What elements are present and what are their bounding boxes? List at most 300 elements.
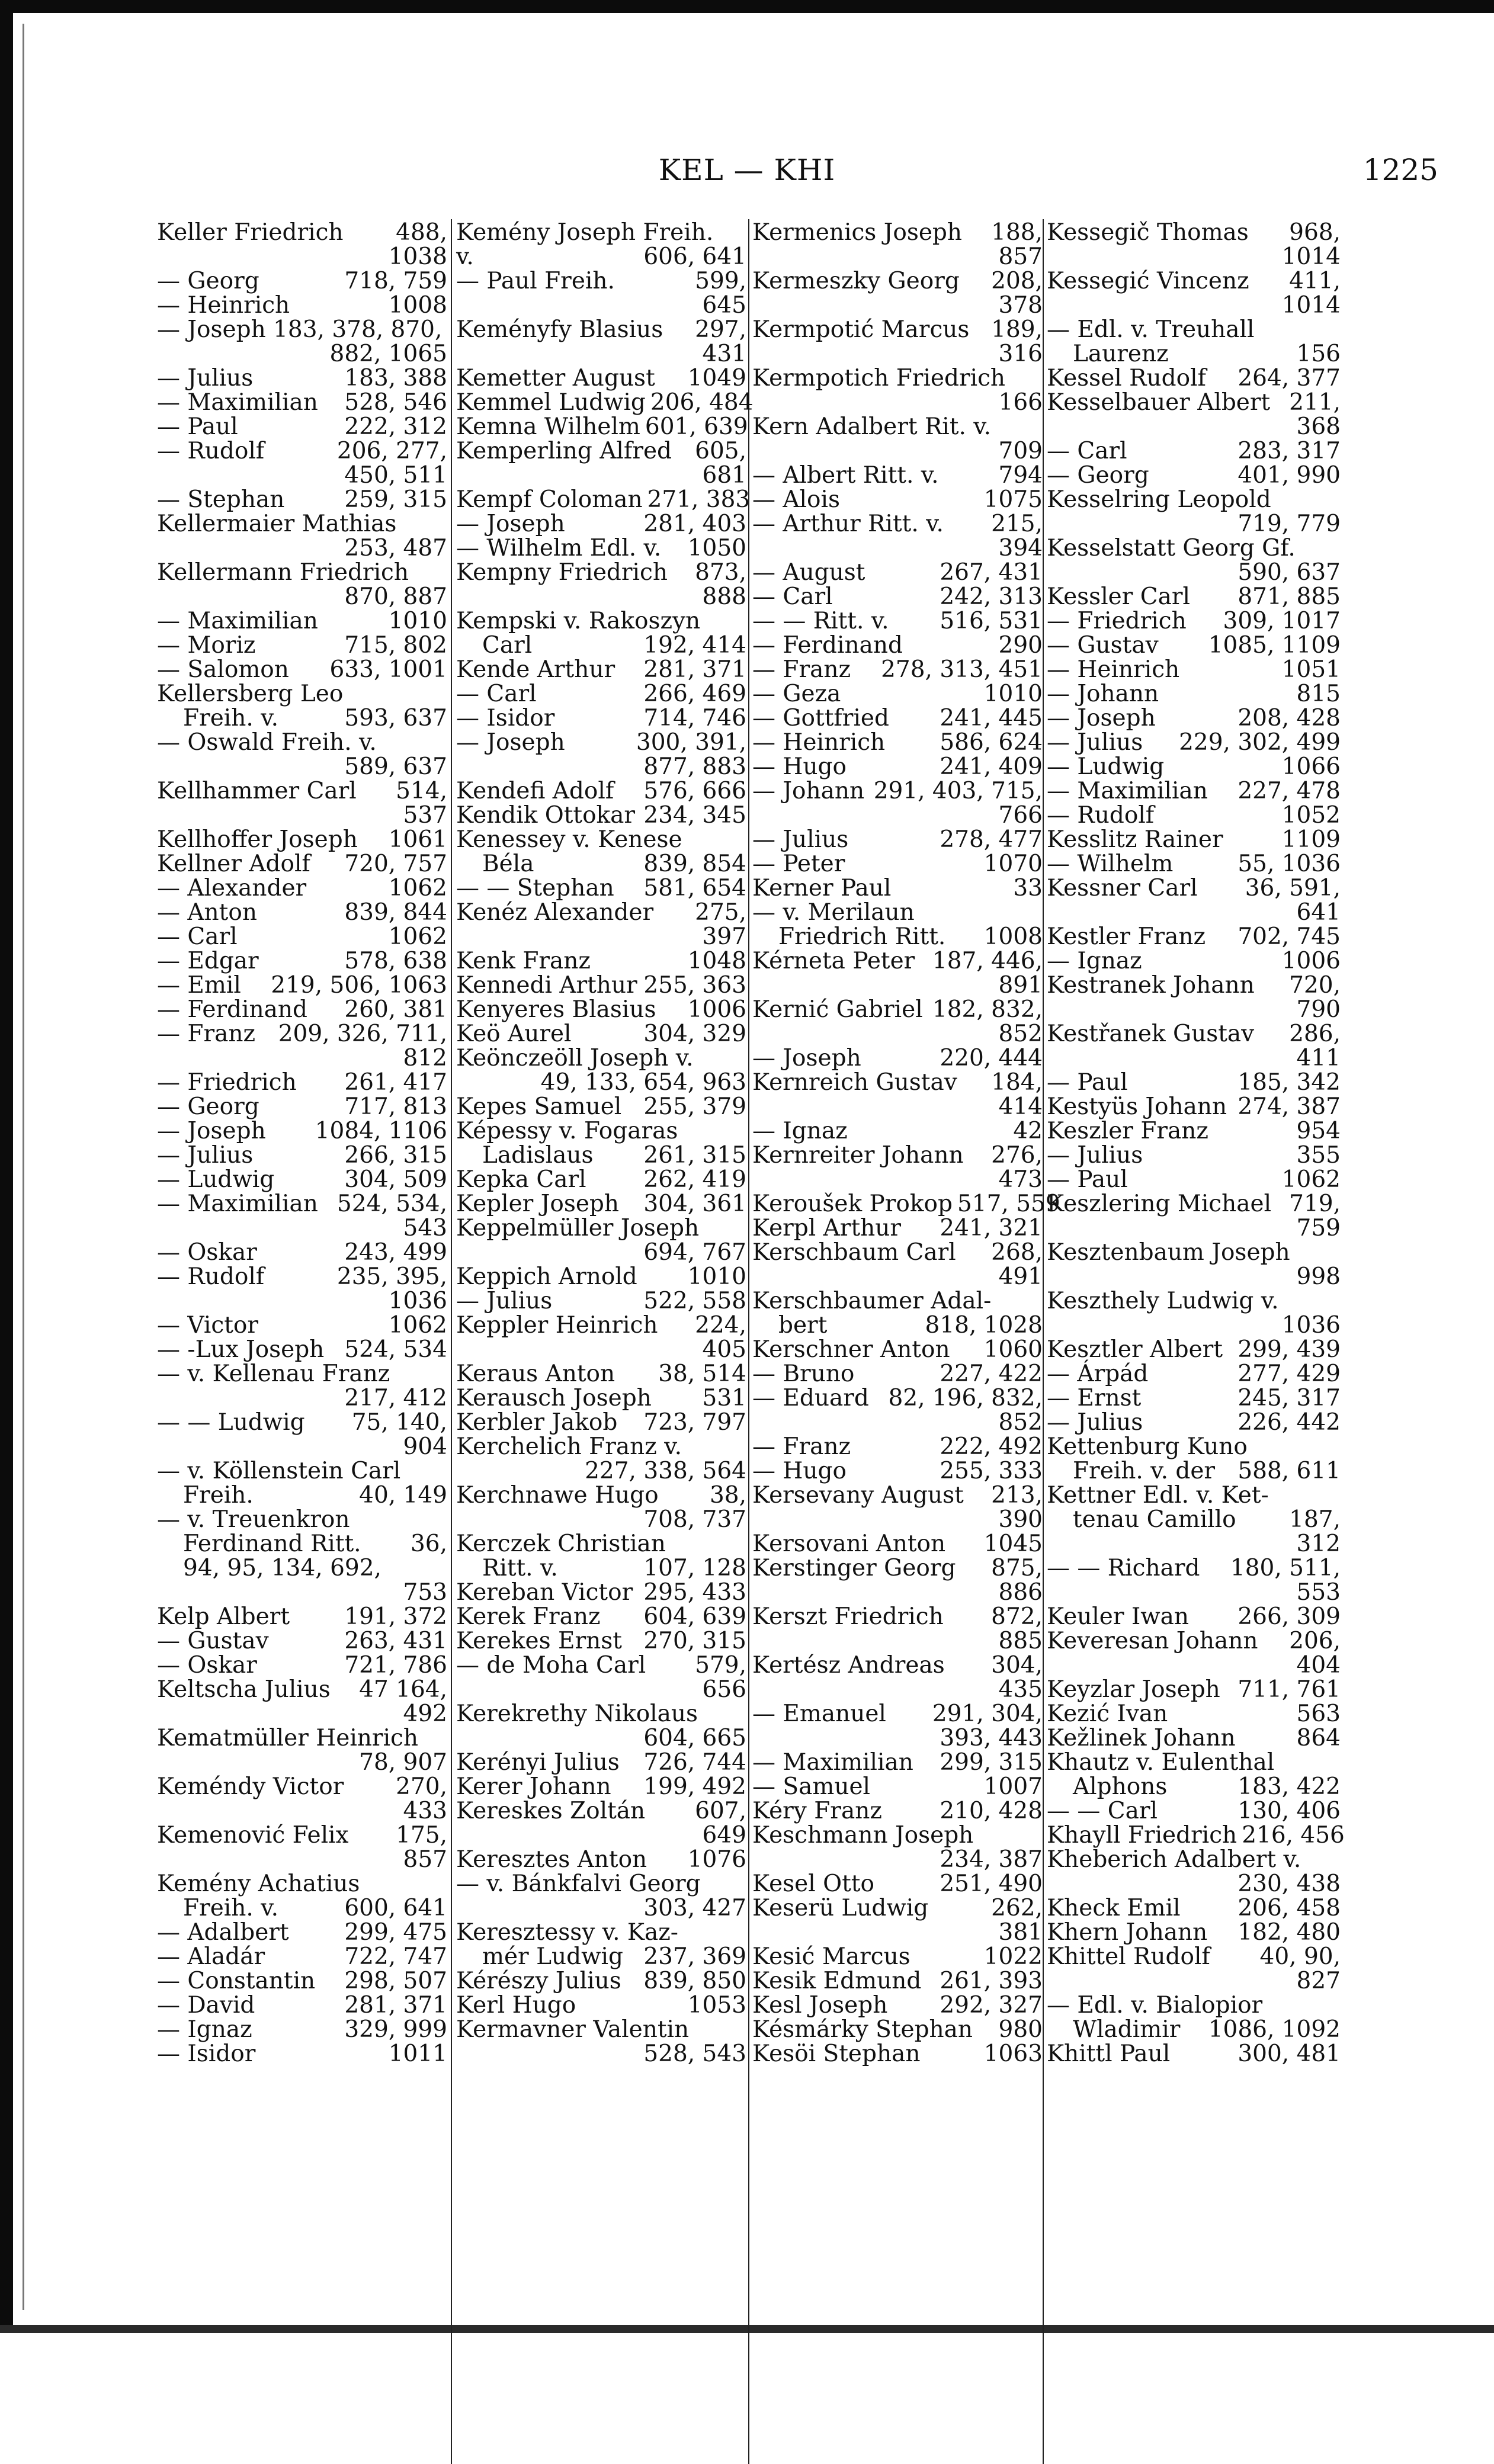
entry-name: — Rudolf bbox=[157, 438, 265, 464]
entry-pages: 209, 326, 711, bbox=[278, 1021, 447, 1047]
entry-pages: 488, bbox=[396, 219, 447, 246]
entry-pages: 1010 bbox=[388, 608, 447, 634]
entry-name: — Maximilian bbox=[157, 608, 318, 634]
entry-pages: 36, bbox=[410, 1531, 447, 1557]
index-entry bbox=[1047, 1847, 1341, 1872]
index-entry bbox=[752, 682, 1043, 706]
entry-pages: 185, 342 bbox=[1237, 1069, 1341, 1096]
entry-name: — Franz bbox=[752, 656, 851, 683]
entry-name: Keppler Heinrich bbox=[456, 1312, 658, 1339]
entry-name: Kendik Ottokar bbox=[456, 802, 636, 829]
entry-pages: 242, 313 bbox=[940, 583, 1043, 610]
entry-pages: 839, 850 bbox=[643, 1968, 746, 1994]
entry-pages: 605, bbox=[695, 438, 746, 464]
page-number: 1225 bbox=[1362, 153, 1438, 187]
entry-name: — Julius bbox=[1047, 1409, 1143, 1436]
entry-continuation: 681 bbox=[702, 462, 746, 489]
index-entry bbox=[157, 1920, 447, 1945]
entry-pages: 278, 313, 451 bbox=[881, 656, 1043, 683]
index-entry bbox=[1047, 1459, 1341, 1483]
entry-name: Kesselbauer Albert bbox=[1047, 389, 1271, 416]
entry-name: — Hugo bbox=[752, 753, 847, 780]
entry-pages: 191, 372 bbox=[344, 1603, 447, 1630]
index-entry bbox=[456, 1653, 746, 1677]
entry-name: Keuler Iwan bbox=[1047, 1603, 1190, 1630]
entry-pages: 291, 304, bbox=[932, 1701, 1043, 1727]
index-entry bbox=[752, 1046, 1043, 1070]
index-entry bbox=[456, 852, 746, 876]
entry-continuation: 641 bbox=[1296, 899, 1341, 926]
entry-continuation: 656 bbox=[702, 1676, 746, 1703]
entry-continuation: 543 bbox=[403, 1215, 447, 1241]
entry-pages: 255, 379 bbox=[643, 1093, 746, 1120]
index-entry bbox=[1047, 1386, 1341, 1410]
entry-continuation: 1014 bbox=[1281, 292, 1341, 319]
entry-name: Kernić Gabriel bbox=[752, 996, 923, 1023]
index-entry bbox=[1047, 1022, 1341, 1046]
index-entry bbox=[157, 487, 447, 512]
index-entry bbox=[752, 1775, 1043, 1799]
index-entry bbox=[1047, 1896, 1341, 1920]
index-entry bbox=[752, 1993, 1043, 2017]
entry-name: — Oskar bbox=[157, 1239, 257, 1266]
entry-pages: 210, 428 bbox=[940, 1798, 1043, 1824]
entry-name: — de Moha Carl bbox=[456, 1652, 646, 1679]
entry-pages: 156 bbox=[1296, 341, 1341, 367]
index-entry bbox=[752, 900, 1043, 925]
entry-name: Kezić Ivan bbox=[1047, 1701, 1168, 1727]
entry-pages: 277, 429 bbox=[1237, 1361, 1341, 1387]
index-entry bbox=[157, 1070, 447, 1095]
entry-pages: 576, 666 bbox=[643, 778, 746, 804]
entry-name: Kesselring Leopold bbox=[1047, 486, 1271, 513]
entry-name: — Aladár bbox=[157, 1943, 265, 1970]
index-entry bbox=[157, 2042, 447, 2066]
entry-pages: 291, 403, 715, bbox=[873, 778, 1043, 804]
column-rule bbox=[748, 219, 749, 2464]
index-entry bbox=[456, 900, 746, 925]
entry-continuation: 253, 487 bbox=[344, 535, 447, 562]
entry-continuation: 368 bbox=[1296, 413, 1341, 440]
entry-pages: 593, 637 bbox=[344, 705, 447, 732]
index-entry bbox=[157, 1143, 447, 1167]
entry-name: Kessegić Vincenz bbox=[1047, 268, 1249, 294]
index-entry bbox=[752, 1289, 1043, 1313]
entry-pages: 251, 490 bbox=[940, 1871, 1043, 1897]
entry-pages: 524, 534 bbox=[344, 1336, 447, 1363]
entry-name: — Rudolf bbox=[1047, 802, 1155, 829]
entry-pages: 588, 611 bbox=[1237, 1458, 1341, 1484]
index-entry bbox=[752, 1143, 1043, 1167]
index-entry bbox=[752, 827, 1043, 852]
index-entry bbox=[456, 1775, 746, 1799]
entry-continuation: 885 bbox=[998, 1628, 1043, 1654]
entry-continuation: 649 bbox=[702, 1822, 746, 1849]
entry-name: Kenyeres Blasius bbox=[456, 996, 656, 1023]
entry-name: — Georg bbox=[157, 268, 259, 294]
entry-name: — -Lux Joseph bbox=[157, 1336, 325, 1363]
index-entry bbox=[157, 2017, 447, 2042]
entry-continuation: 870, 887 bbox=[344, 583, 447, 610]
entry-continuation: 217, 412 bbox=[344, 1385, 447, 1411]
entry-pages: 268, bbox=[991, 1239, 1043, 1266]
entry-continuation: 435 bbox=[998, 1676, 1043, 1703]
entry-continuation: 49, 133, 654, 963 bbox=[540, 1069, 746, 1096]
entry-name: — Johann bbox=[752, 778, 865, 804]
entry-name: — Paul bbox=[1047, 1166, 1128, 1193]
entry-pages: 229, 302, 499 bbox=[1179, 729, 1341, 756]
index-entry bbox=[1047, 1119, 1341, 1143]
index-entry bbox=[456, 1435, 746, 1459]
index-entry bbox=[752, 1459, 1043, 1483]
entry-name: Ritt. v. bbox=[482, 1555, 558, 1581]
entry-name: 94, 95, 134, 692, bbox=[183, 1555, 381, 1581]
entry-name: — Heinrich bbox=[157, 292, 290, 319]
entry-pages: 1008 bbox=[983, 923, 1043, 950]
entry-continuation: 537 bbox=[403, 802, 447, 829]
index-entry bbox=[456, 706, 746, 730]
entry-pages: 968, bbox=[1289, 219, 1341, 246]
entry-pages: 980 bbox=[998, 2016, 1043, 2043]
index-entry bbox=[1047, 1167, 1341, 1192]
index-entry bbox=[1047, 1775, 1341, 1799]
index-entry bbox=[157, 1653, 447, 1677]
entry-pages: 107, 128 bbox=[643, 1555, 746, 1581]
entry-name: — Georg bbox=[1047, 462, 1149, 489]
index-entry bbox=[456, 2017, 746, 2042]
entry-name: Kermenics Joseph bbox=[752, 219, 963, 246]
entry-pages: 600, 641 bbox=[344, 1895, 447, 1921]
entry-name: Kenk Franz bbox=[456, 948, 591, 974]
entry-pages: 278, 477 bbox=[940, 826, 1043, 853]
entry-pages: 304, 329 bbox=[643, 1021, 746, 1047]
entry-continuation: 303, 427 bbox=[643, 1895, 746, 1921]
index-entry bbox=[157, 1945, 447, 1969]
entry-name: Kerczek Christian bbox=[456, 1531, 666, 1557]
entry-name: Keller Friedrich bbox=[157, 219, 344, 246]
entry-continuation: 414 bbox=[998, 1093, 1043, 1120]
entry-continuation: 904 bbox=[403, 1433, 447, 1460]
entry-continuation: 888 bbox=[702, 583, 746, 610]
index-entry bbox=[456, 536, 746, 560]
entry-name: — David bbox=[157, 1992, 255, 2019]
entry-name: Kendefi Adolf bbox=[456, 778, 614, 804]
entry-continuation: 433 bbox=[403, 1798, 447, 1824]
index-entry bbox=[157, 1167, 447, 1192]
entry-name: — — Ludwig bbox=[157, 1409, 305, 1436]
index-entry bbox=[157, 682, 447, 706]
entry-name: Kern Adalbert Rit. v. bbox=[752, 413, 992, 440]
entry-pages: 599, bbox=[695, 268, 746, 294]
index-entry bbox=[157, 1095, 447, 1119]
index-entry bbox=[752, 1799, 1043, 1823]
index-entry bbox=[752, 1119, 1043, 1143]
entry-name: Keönczeöll Joseph v. bbox=[456, 1045, 694, 1071]
index-entry bbox=[456, 1945, 746, 1969]
index-entry bbox=[1047, 949, 1341, 973]
entry-name: Kende Arthur bbox=[456, 656, 615, 683]
entry-pages: 299, 439 bbox=[1237, 1336, 1341, 1363]
entry-name: Kermpotich Friedrich bbox=[752, 365, 1006, 392]
index-entry bbox=[1047, 779, 1341, 803]
entry-pages: 262, bbox=[991, 1895, 1043, 1921]
entry-pages: 300, 391, bbox=[636, 729, 746, 756]
index-entry bbox=[1047, 1410, 1341, 1435]
entry-pages: 283, 317 bbox=[1237, 438, 1341, 464]
index-entry bbox=[752, 1945, 1043, 1969]
entry-continuation: 604, 665 bbox=[643, 1725, 746, 1751]
index-entry bbox=[456, 220, 746, 245]
entry-pages: 1062 bbox=[388, 1312, 447, 1339]
entry-name: Kermeszky Georg bbox=[752, 268, 960, 294]
entry-name: Kepler Joseph bbox=[456, 1191, 620, 1217]
entry-pages: 175, bbox=[396, 1822, 447, 1849]
index-entry bbox=[752, 463, 1043, 487]
entry-name: — Carl bbox=[752, 583, 833, 610]
entry-pages: 1011 bbox=[388, 2040, 447, 2067]
index-entry bbox=[456, 1920, 746, 1945]
entry-pages: 717, 813 bbox=[344, 1093, 447, 1120]
index-entry bbox=[1047, 852, 1341, 876]
entry-name: — Ferdinand bbox=[157, 996, 307, 1023]
entry-pages: 1006 bbox=[687, 996, 746, 1023]
entry-continuation: 827 bbox=[1296, 1968, 1341, 1994]
entry-name: Kemény Joseph Freih. bbox=[456, 219, 714, 246]
entry-continuation: 381 bbox=[998, 1919, 1043, 1946]
entry-continuation: 857 bbox=[998, 243, 1043, 270]
entry-name: — Rudolf bbox=[157, 1263, 265, 1290]
entry-pages: 266, 309 bbox=[1237, 1603, 1341, 1630]
index-entry bbox=[456, 1289, 746, 1313]
index-entry bbox=[157, 1192, 447, 1216]
index-entry bbox=[456, 1095, 746, 1119]
entry-pages: 40, 90, bbox=[1259, 1943, 1341, 1970]
entry-continuation: 753 bbox=[403, 1579, 447, 1606]
entry-pages: 235, 395, bbox=[336, 1263, 447, 1290]
index-entry bbox=[1047, 1726, 1341, 1750]
index-entry bbox=[752, 366, 1043, 390]
index-entry bbox=[752, 609, 1043, 633]
entry-name: — Peter bbox=[752, 851, 845, 877]
entry-pages: 263, 431 bbox=[344, 1628, 447, 1654]
entry-continuation: 431 bbox=[702, 341, 746, 367]
entry-name: Kempf Coloman bbox=[456, 486, 643, 513]
index-entry bbox=[1047, 657, 1341, 682]
entry-name: Kertész Andreas bbox=[752, 1652, 945, 1679]
entry-name: — — Stephan bbox=[456, 875, 614, 901]
index-entry bbox=[456, 1167, 746, 1192]
entry-name: — Maximilian bbox=[157, 389, 318, 416]
entry-continuation: 1014 bbox=[1281, 243, 1341, 270]
entry-pages: 304, bbox=[991, 1652, 1043, 1679]
entry-name: Keméndy Victor bbox=[157, 1773, 344, 1800]
index-entry bbox=[1047, 390, 1341, 415]
entry-name: Kepka Carl bbox=[456, 1166, 586, 1193]
index-entry bbox=[157, 1993, 447, 2017]
entry-name: Kerschbaumer Adal- bbox=[752, 1288, 992, 1314]
entry-continuation: 590, 637 bbox=[1237, 559, 1341, 586]
entry-name: — Georg bbox=[157, 1093, 259, 1120]
entry-name: Freih. bbox=[183, 1482, 254, 1509]
index-entry bbox=[157, 1677, 447, 1702]
entry-name: bert bbox=[778, 1312, 828, 1339]
index-entry bbox=[752, 949, 1043, 973]
entry-pages: 220, 444 bbox=[940, 1045, 1043, 1071]
entry-pages: 192, 414 bbox=[643, 632, 746, 659]
index-entry bbox=[752, 1216, 1043, 1240]
index-entry bbox=[752, 1653, 1043, 1677]
entry-pages: 243, 499 bbox=[344, 1239, 447, 1266]
index-entry bbox=[456, 1605, 746, 1629]
index-entry bbox=[1047, 585, 1341, 609]
entry-name: — Edl. v. Treuhall bbox=[1047, 316, 1255, 343]
index-entry bbox=[157, 973, 447, 997]
entry-continuation: 759 bbox=[1296, 1215, 1341, 1241]
entry-pages: 206, 484 bbox=[650, 389, 754, 416]
index-entry bbox=[157, 827, 447, 852]
entry-pages: 606, 641 bbox=[643, 243, 746, 270]
entry-name: — Eduard bbox=[752, 1385, 869, 1411]
entry-name: Kereban Victor bbox=[456, 1579, 633, 1606]
running-header: KEL — KHI bbox=[658, 153, 836, 187]
entry-pages: 180, 511, bbox=[1230, 1555, 1341, 1581]
entry-pages: 718, 759 bbox=[344, 268, 447, 294]
entry-name: — Alois bbox=[752, 486, 841, 513]
entry-continuation: 227, 338, 564 bbox=[585, 1458, 746, 1484]
entry-continuation: 393, 443 bbox=[940, 1725, 1043, 1751]
entry-continuation: 397 bbox=[702, 923, 746, 950]
entry-name: Kematmüller Heinrich bbox=[157, 1725, 418, 1751]
entry-pages: 1075 bbox=[983, 486, 1043, 513]
index-entry bbox=[1047, 1750, 1341, 1775]
entry-name: Friedrich Ritt. bbox=[778, 923, 946, 950]
entry-name: — Albert Ritt. v. bbox=[752, 462, 939, 489]
index-entry bbox=[752, 755, 1043, 779]
entry-continuation: 405 bbox=[702, 1336, 746, 1363]
entry-pages: 873, bbox=[695, 559, 746, 586]
entry-name: — Oswald Freih. v. bbox=[157, 729, 377, 756]
entry-pages: 208, 428 bbox=[1237, 705, 1341, 732]
entry-pages: 241, 321 bbox=[940, 1215, 1043, 1241]
index-entry bbox=[157, 779, 447, 803]
entry-pages: 711, 761 bbox=[1237, 1676, 1341, 1703]
entry-name: Kemenović Felix bbox=[157, 1822, 349, 1849]
entry-continuation: 491 bbox=[998, 1263, 1043, 1290]
index-entry bbox=[157, 1823, 447, 1847]
entry-name: Kellersberg Leo bbox=[157, 681, 344, 707]
entry-name: Ferdinand Ritt. bbox=[183, 1531, 361, 1557]
entry-pages: 1060 bbox=[983, 1336, 1043, 1363]
entry-pages: 1085, 1109 bbox=[1208, 632, 1341, 659]
entry-pages: 215, bbox=[991, 511, 1043, 537]
entry-name: Kempny Friedrich bbox=[456, 559, 668, 586]
index-entry bbox=[157, 730, 447, 755]
entry-name: — Heinrich bbox=[1047, 656, 1180, 683]
entry-name: — Franz bbox=[157, 1021, 256, 1047]
entry-pages: 188, bbox=[991, 219, 1043, 246]
index-entry bbox=[1047, 803, 1341, 827]
index-entry bbox=[157, 876, 447, 900]
entry-pages: 1022 bbox=[983, 1943, 1043, 1970]
entry-name: Kettner Edl. v. Ket- bbox=[1047, 1482, 1269, 1509]
entry-pages: 1007 bbox=[983, 1773, 1043, 1800]
index-entry bbox=[752, 1435, 1043, 1459]
entry-pages: 531 bbox=[702, 1385, 746, 1411]
entry-name: Kérneta Peter bbox=[752, 948, 915, 974]
entry-continuation: 450, 511 bbox=[344, 462, 447, 489]
entry-name: Kessler Carl bbox=[1047, 583, 1190, 610]
index-entry bbox=[1047, 1677, 1341, 1702]
entry-pages: 234, 345 bbox=[643, 802, 746, 829]
entry-pages: 1084, 1106 bbox=[315, 1118, 447, 1144]
entry-name: Kellermann Friedrich bbox=[157, 559, 409, 586]
index-entry bbox=[456, 803, 746, 827]
entry-name: Kerschbaum Carl bbox=[752, 1239, 956, 1266]
entry-name: Freih. v. der bbox=[1073, 1458, 1216, 1484]
entry-pages: 261, 417 bbox=[344, 1069, 447, 1096]
entry-name: Keveresan Johann bbox=[1047, 1628, 1258, 1654]
entry-pages: 75, 140, bbox=[351, 1409, 447, 1436]
index-entry bbox=[1047, 2017, 1341, 2042]
entry-name: Wladimir bbox=[1073, 2016, 1181, 2043]
index-entry bbox=[456, 1969, 746, 1993]
index-entry bbox=[456, 317, 746, 342]
entry-pages: 702, 745 bbox=[1237, 923, 1341, 950]
index-entry bbox=[456, 1265, 746, 1289]
entry-pages: 274, 387 bbox=[1237, 1093, 1341, 1120]
entry-name: — Julius bbox=[752, 826, 849, 853]
index-entry bbox=[752, 220, 1043, 245]
entry-pages: 581, 654 bbox=[643, 875, 746, 901]
entry-pages: 1066 bbox=[1281, 753, 1341, 780]
entry-name: Kersovani Anton bbox=[752, 1531, 946, 1557]
entry-pages: 275, bbox=[695, 899, 746, 926]
entry-pages: 183, 388 bbox=[344, 365, 447, 392]
entry-name: — Arthur Ritt. v. bbox=[752, 511, 944, 537]
entry-pages: 281, 371 bbox=[344, 1992, 447, 2019]
entry-pages: 355 bbox=[1296, 1142, 1341, 1169]
index-entry bbox=[456, 1119, 746, 1143]
entry-name: — Ignaz bbox=[157, 2016, 252, 2043]
entry-name: — Maximilian bbox=[752, 1749, 913, 1776]
index-entry bbox=[456, 779, 746, 803]
index-entry bbox=[752, 1605, 1043, 1629]
entry-name: Késmárky Stephan bbox=[752, 2016, 973, 2043]
entry-pages: 33 bbox=[1013, 875, 1043, 901]
entry-name: Keserü Ludwig bbox=[752, 1895, 929, 1921]
entry-pages: 292, 327 bbox=[940, 1992, 1043, 2019]
entry-pages: 721, 786 bbox=[344, 1652, 447, 1679]
entry-pages: 715, 802 bbox=[344, 632, 447, 659]
entry-continuation: 230, 438 bbox=[1237, 1871, 1341, 1897]
column-rule bbox=[451, 219, 452, 2464]
index-entry bbox=[752, 1070, 1043, 1095]
entry-name: — Joseph 183, 378, 870, bbox=[157, 316, 443, 343]
entry-name: Kesl Joseph bbox=[752, 1992, 888, 2019]
entry-name: Kerl Hugo bbox=[456, 1992, 576, 2019]
index-entry bbox=[456, 657, 746, 682]
entry-name: — Friedrich bbox=[157, 1069, 297, 1096]
entry-pages: 270, bbox=[396, 1773, 447, 1800]
entry-pages: 259, 315 bbox=[344, 486, 447, 513]
index-entry bbox=[752, 657, 1043, 682]
entry-name: Keszlering Michael bbox=[1047, 1191, 1272, 1217]
index-entry bbox=[157, 852, 447, 876]
index-entry bbox=[157, 1775, 447, 1799]
entry-pages: 1050 bbox=[687, 535, 746, 562]
index-entry bbox=[752, 1556, 1043, 1580]
entry-name: Kessner Carl bbox=[1047, 875, 1198, 901]
